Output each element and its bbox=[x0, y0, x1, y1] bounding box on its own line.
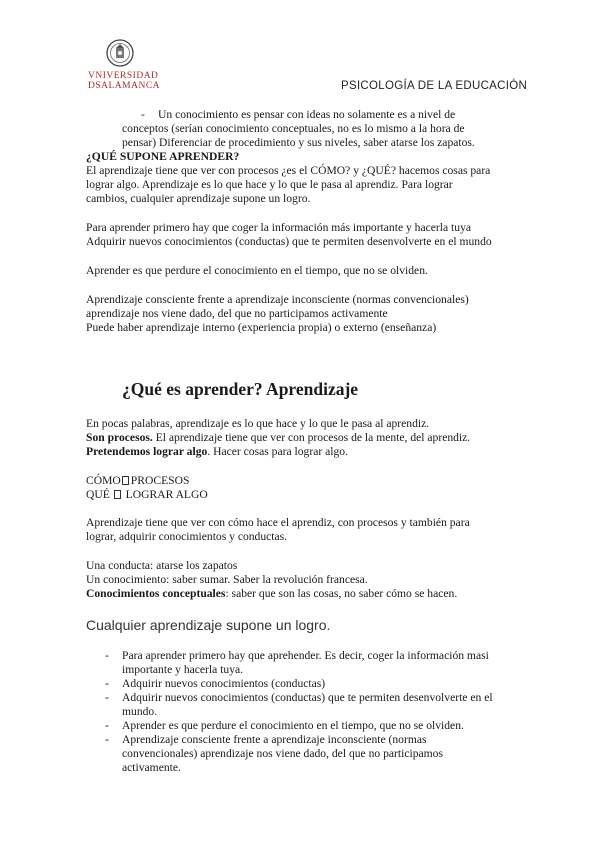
paragraph-line: El aprendizaje tiene que ver con procesos ¿es el CÓMO? y ¿QUÉ? hacemos cosas para bbox=[86, 164, 491, 177]
conocimiento-line: Un conocimiento: saber sumar. Saber la revolución francesa. bbox=[86, 573, 368, 586]
paragraph-line: cambios, cualquier aprendizaje supone un logro. bbox=[86, 192, 311, 205]
missing-glyph-icon bbox=[122, 476, 129, 485]
list-item-line: Para aprender primero hay que aprehender. Es decir, coger la información masi bbox=[122, 649, 489, 662]
son-procesos-rest: El aprendizaje tiene que ver con procesos de la mente, del aprendiz. bbox=[152, 431, 471, 444]
paragraph-line: Para aprender primero hay que coger la información más importante y hacerla tuya bbox=[86, 221, 472, 234]
son-procesos-line bbox=[86, 431, 470, 445]
page-title: PSICOLOGÍA DE LA EDUCACIÓN bbox=[341, 80, 528, 92]
list-item-line: importante y hacerla tuya. bbox=[122, 663, 244, 676]
paragraph-line: lograr algo. Aprendizaje es lo que hace y lo que le pasa al aprendiz. Para lograr bbox=[86, 178, 453, 191]
conceptuales-bold: Conocimientos conceptuales bbox=[86, 587, 226, 600]
list-item-line: mundo. bbox=[122, 705, 158, 718]
list-dash: - bbox=[105, 677, 109, 690]
como-label: CÓMO bbox=[86, 474, 121, 487]
paragraph-line: Aprendizaje consciente frente a aprendizaje inconsciente (normas convencionales) bbox=[86, 293, 469, 306]
university-seal-icon bbox=[105, 38, 135, 68]
bullet-line-3: pensar) Diferenciar de procedimiento y sus niveles, saber atarse los zapatos. bbox=[122, 136, 475, 149]
subheading: Cualquier aprendizaje supone un logro. bbox=[86, 617, 331, 633]
paragraph-line: Puede haber aprendizaje interno (experiencia propia) o externo (enseñanza) bbox=[86, 321, 437, 334]
list-dash: - bbox=[105, 733, 109, 746]
intro-line: En pocas palabras, aprendizaje es lo que hace y lo que le pasa al aprendiz. bbox=[86, 417, 430, 430]
son-procesos-bold: Son procesos. bbox=[86, 431, 153, 444]
university-name-line2: DSALAMANCA bbox=[88, 81, 161, 91]
list-item-line: Aprendizaje consciente frente a aprendizaje inconsciente (normas bbox=[122, 733, 427, 746]
conducta-line: Una conducta: atarse los zapatos bbox=[86, 559, 238, 572]
paragraph-line: Adquirir nuevos conocimientos (conductas) que te permiten desenvolverte en el mundo bbox=[86, 235, 492, 248]
list-item-line: Aprender es que perdure el conocimiento en el tiempo, que no se olviden. bbox=[122, 719, 464, 732]
list-item-line: Adquirir nuevos conocimientos (conductas) que te permiten desenvolverte en el bbox=[122, 691, 493, 704]
paragraph-line: Aprender es que perdure el conocimiento en el tiempo, que no se olviden. bbox=[86, 264, 428, 277]
que-label: QUÉ bbox=[86, 488, 110, 501]
list-dash: - bbox=[105, 691, 109, 704]
list-dash: - bbox=[105, 719, 109, 732]
pretendemos-bold: Pretendemos lograr algo bbox=[86, 445, 208, 458]
paragraph-line: aprendizaje nos viene dado, del que no participamos activamente bbox=[86, 307, 388, 320]
pretendemos-line bbox=[86, 445, 348, 459]
list-item-line: activamente. bbox=[122, 761, 181, 774]
university-logo bbox=[88, 38, 161, 93]
bullet-dash: - bbox=[141, 108, 145, 121]
pretendemos-rest: . Hacer cosas para lograr algo. bbox=[207, 445, 348, 458]
list-item-line: Adquirir nuevos conocimientos (conductas) bbox=[122, 677, 326, 690]
section-title: ¿Qué es aprender? Aprendizaje bbox=[122, 379, 359, 399]
university-name-line1: VNIVERSIDAD bbox=[88, 71, 159, 81]
list-dash: - bbox=[105, 649, 109, 662]
conceptuales-rest: : saber que son las cosas, no saber cómo se hacen. bbox=[225, 587, 458, 600]
section-heading: ¿QUÉ SUPONE APRENDER? bbox=[86, 150, 240, 163]
como-procesos-line bbox=[86, 474, 189, 488]
bullet-line-1: Un conocimiento es pensar con ideas no solamente es a nivel de bbox=[158, 108, 456, 121]
conceptuales-line bbox=[86, 587, 457, 601]
list-item-line: convencionales) aprendizaje nos viene dado, del que no participamos bbox=[122, 747, 443, 760]
paragraph-line: Aprendizaje tiene que ver con cómo hace el aprendiz, con procesos y también para bbox=[86, 516, 470, 529]
procesos-label: PROCESOS bbox=[130, 474, 190, 487]
que-logrando-line bbox=[86, 488, 208, 502]
lograr-label: LOGRAR ALGO bbox=[125, 488, 208, 501]
missing-glyph-icon bbox=[114, 490, 121, 499]
paragraph-line: lograr, adquirir conocimientos y conductas. bbox=[86, 530, 288, 543]
bullet-line-2: conceptos (serían conocimiento conceptuales, no es lo mismo a la hora de bbox=[122, 122, 465, 135]
